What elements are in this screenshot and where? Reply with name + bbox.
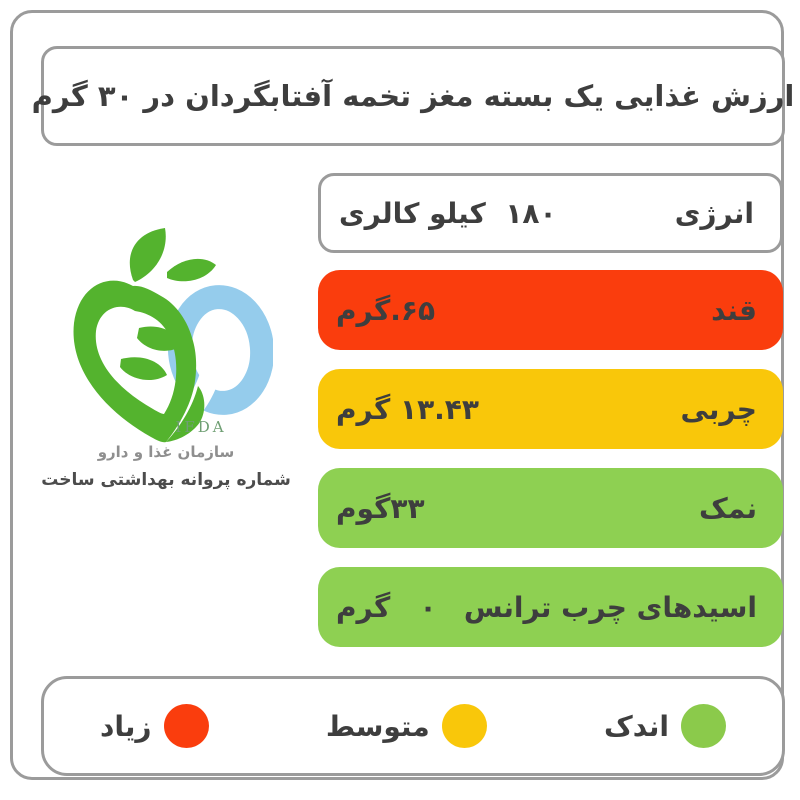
legend-box [41,676,785,776]
row-label: چربی [680,392,757,426]
row-label: قند [711,293,757,327]
row-fat [318,369,783,449]
legend-dot-low-icon [681,704,726,748]
row-label: اسیدهای چرب ترانس [463,590,757,624]
row-trans-fat [318,567,783,647]
org-name-text: سازمان غذا و دارو [97,443,235,461]
row-value: ۰ گرم [336,590,437,624]
row-value: ۱۳.۴۳ گرم [336,392,479,426]
license-label-text: شماره پروانه بهداشتی ساخت [41,470,291,490]
legend-item-high [100,704,209,748]
row-value: ۱۸۰ کیلو کالری [339,196,557,230]
ifda-logo-block [41,228,291,503]
legend-dot-medium-icon [442,704,487,748]
legend-item-low [604,704,726,748]
nutrition-label-card [10,10,795,780]
legend-label: متوسط [325,709,430,743]
legend-item-medium [326,704,487,748]
row-value: ۶۵.گرم [336,293,436,327]
row-salt [318,468,783,548]
row-label: نمک [699,491,757,525]
header-box [31,46,795,146]
ifda-wordmark: IFDA [175,418,227,436]
legend-label: زیاد [100,709,152,743]
row-energy [318,173,783,253]
row-value: ۳۳گوم [336,491,425,525]
ifda-apple-heart-icon [63,228,273,443]
legend-label: اندک [604,709,669,743]
page-title: ارزش غذایی یک بسته مغز تخمه آفتابگردان در ۳۰ گرم [31,79,795,113]
row-sugar [318,270,783,350]
row-label: انرژی [674,196,754,230]
legend-dot-high-icon [164,704,209,748]
